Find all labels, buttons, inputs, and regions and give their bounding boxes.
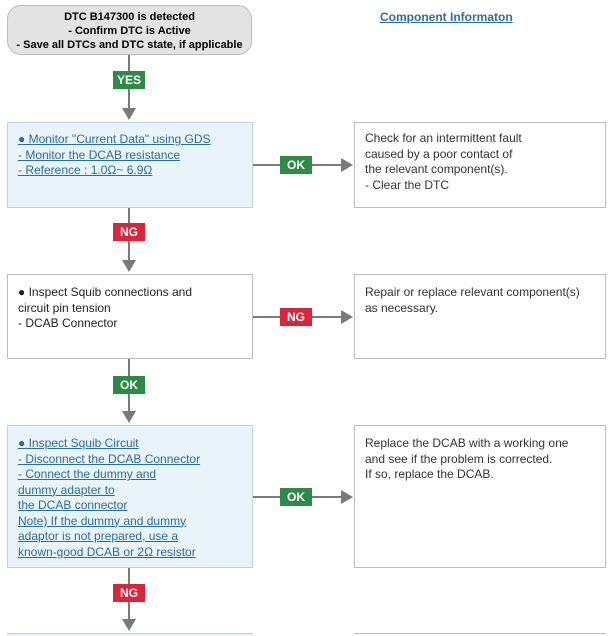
connector-line — [128, 55, 130, 71]
step-line[interactable]: known-good DCAB or 2Ω resistor — [18, 544, 196, 559]
connector-line — [312, 496, 342, 498]
step-line: ● Inspect Squib connections and — [18, 285, 193, 299]
connector-line — [312, 164, 342, 166]
ng-badge: NG — [113, 584, 145, 602]
ok-badge: OK — [113, 376, 145, 394]
start-line: - Confirm DTC is Active — [68, 25, 191, 37]
inspect-squib-circuit-step[interactable] — [7, 425, 253, 568]
start-line: - Save all DTCs and DTC state, if applicable — [16, 39, 243, 51]
arrow-down-icon — [122, 619, 136, 631]
connector-line — [128, 568, 130, 584]
step-line: - DCAB Connector — [18, 316, 118, 330]
step-line[interactable]: the DCAB connector — [18, 498, 128, 512]
result-line: If so, replace the DCAB. — [365, 467, 494, 481]
inspect-squib-connections-step — [7, 274, 253, 359]
result-line: caused by a poor contact of — [365, 146, 513, 161]
connector-line — [128, 602, 130, 620]
intermittent-fault-result — [354, 122, 606, 208]
step-line[interactable]: - Reference : 1.0Ω~ 6.9Ω — [18, 163, 153, 177]
arrow-right-icon — [341, 158, 353, 172]
connector-line — [128, 241, 130, 261]
ng-badge: NG — [113, 223, 145, 241]
connector-line — [128, 394, 130, 412]
monitor-current-data-step[interactable] — [7, 122, 253, 208]
component-information-link[interactable]: Component Informaton — [380, 10, 513, 24]
step-line[interactable]: adaptor is not prepared, use a — [18, 529, 179, 543]
result-line: - Clear the DTC — [365, 177, 450, 192]
step-line[interactable]: - Connect the dummy and — [18, 467, 157, 481]
result-line: Check for an intermittent fault — [365, 131, 522, 145]
arrow-right-icon — [341, 310, 353, 324]
ok-badge: OK — [280, 488, 312, 506]
connector-line — [128, 208, 130, 223]
step-line[interactable]: Note) If the dummy and dummy — [18, 513, 187, 528]
ok-badge: OK — [280, 156, 312, 174]
result-line: as necessary. — [365, 300, 439, 315]
replace-dcab-result — [354, 425, 606, 568]
arrow-down-icon — [122, 411, 136, 423]
arrow-right-icon — [341, 490, 353, 504]
start-line: DTC B147300 is detected — [64, 11, 195, 23]
connector-line — [253, 496, 281, 498]
step-line[interactable]: - Disconnect the DCAB Connector — [18, 451, 201, 466]
connector-line — [312, 316, 342, 318]
result-line: Repair or replace relevant component(s) — [365, 285, 580, 299]
connector-line — [253, 164, 281, 166]
arrow-down-icon — [122, 260, 136, 272]
yes-badge: YES — [113, 71, 145, 89]
step-line[interactable]: - Monitor the DCAB resistance — [18, 147, 181, 162]
step-line: circuit pin tension — [18, 300, 111, 315]
repair-replace-result — [354, 274, 606, 359]
dtc-detected-start-node — [7, 5, 252, 55]
result-line: the relevant component(s). — [365, 162, 508, 176]
connector-line — [128, 89, 130, 109]
arrow-down-icon — [122, 108, 136, 120]
step-line[interactable]: dummy adapter to — [18, 482, 115, 497]
result-line: and see if the problem is corrected. — [365, 451, 553, 466]
result-line: Replace the DCAB with a working one — [365, 436, 569, 450]
connector-line — [253, 316, 281, 318]
step-line[interactable]: ● Monitor "Current Data" using GDS — [18, 132, 211, 146]
connector-line — [128, 359, 130, 376]
ng-badge: NG — [280, 308, 312, 326]
step-line[interactable]: ● Inspect Squib Circuit — [18, 436, 139, 450]
